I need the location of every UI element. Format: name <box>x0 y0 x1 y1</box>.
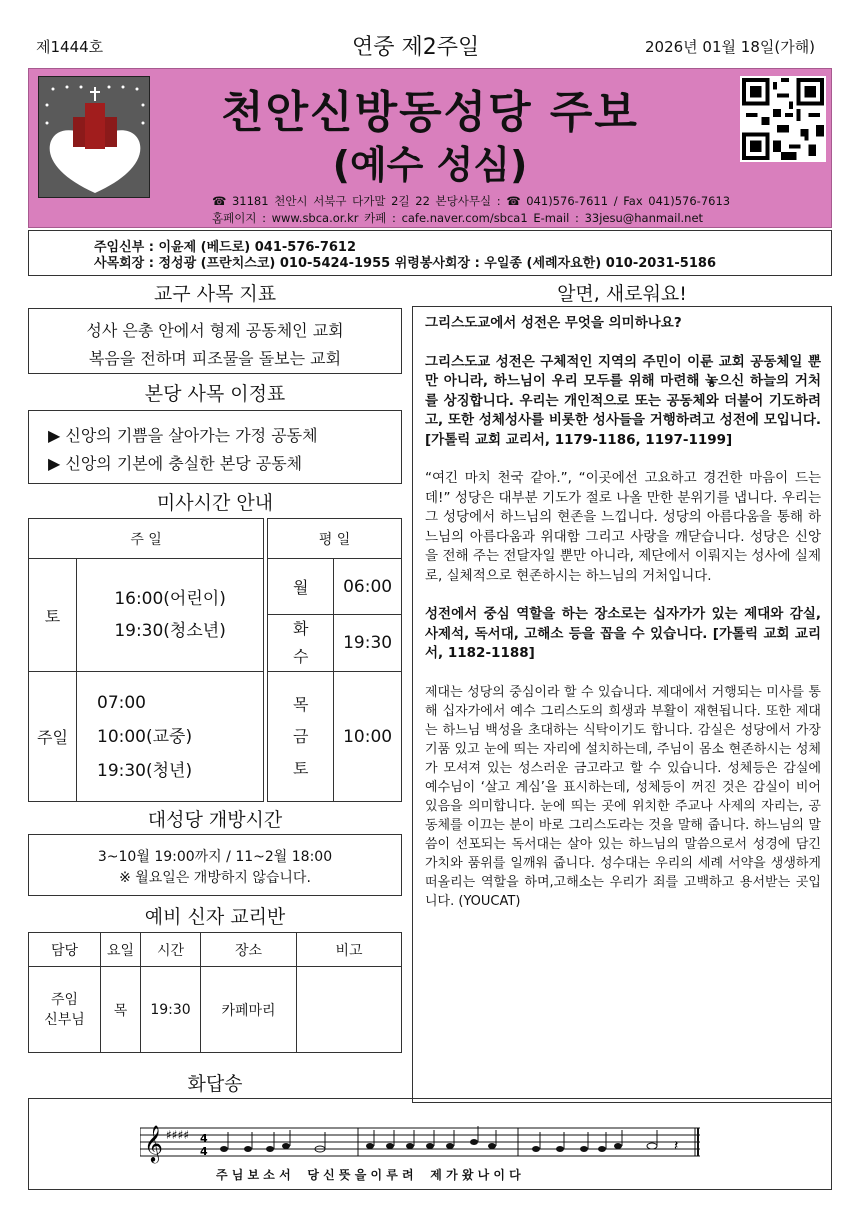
catechism-cell: 19:30 <box>141 967 201 1053</box>
svg-text:𝄞: 𝄞 <box>144 1124 163 1162</box>
catechism-table <box>28 932 402 1053</box>
sunday-times: 07:00 10:00(교중) 19:30(청년) <box>77 672 264 802</box>
parish-goal-item: ▶ 신앙의 기쁨을 살아가는 가정 공동체 <box>48 426 318 445</box>
issue-date: 2026년 01월 18일(가해) <box>645 38 816 56</box>
parish-goal-item: ▶ 신앙의 기본에 충실한 본당 공동체 <box>48 454 303 473</box>
catechism-cell <box>297 967 402 1053</box>
weekday-header: 평 일 <box>268 519 402 559</box>
pastor-line: 주임신부 : 이윤제 (베드로) 041-576-7612 <box>94 240 357 255</box>
parish-goal-title: 본당 사목 이정표 <box>144 383 286 405</box>
catechism-header: 장소 <box>201 933 297 967</box>
qr-code-icon[interactable] <box>740 76 826 162</box>
article-title: 알면, 새로워요! <box>557 283 687 305</box>
catechism-cell: 목 <box>101 967 141 1053</box>
thu-fri-sat-label: 목 금 토 <box>268 672 334 802</box>
svg-text:♯♯♯♯: ♯♯♯♯ <box>166 1128 190 1142</box>
catechism-header: 비고 <box>297 933 402 967</box>
tue-wed-label: 화 수 <box>268 615 334 672</box>
hymn-title: 화답송 <box>187 1073 243 1095</box>
mass-times-title: 미사시간 안내 <box>156 492 274 514</box>
catechism-cell: 카페마리 <box>201 967 297 1053</box>
liturgical-week: 연중 제2주일 <box>352 35 480 60</box>
catechism-cell: 주임 신부님 <box>29 967 101 1053</box>
saturday-label: 토 <box>29 559 77 672</box>
music-staff <box>140 1122 700 1164</box>
catechism-header: 담당 <box>29 933 101 967</box>
open-hours-line: 3~10월 19:00까지 / 11~2월 18:00 <box>97 849 333 865</box>
svg-text:𝄽: 𝄽 <box>674 1138 679 1154</box>
article-paragraph: 성전에서 중심 역할을 하는 장소로는 십자가가 있는 제대와 감실, 사제석, 독서대, 고해소 등을 꼽을 수 있습니다. [가톨릭 교회 교리서, 1182-1188] <box>425 606 821 661</box>
bulletin-subtitle: (예수 성심) <box>332 143 528 187</box>
mass-times-table <box>28 518 402 802</box>
sunday-label: 주일 <box>29 672 77 802</box>
monday-time: 06:00 <box>334 559 402 615</box>
address-line: ☎ 31181 천안시 서북구 다가말 2길 22 본당사무실 : ☎ 041)576-7611 / Fax 041)576-7613 <box>212 194 731 208</box>
thu-fri-sat-time: 10:00 <box>334 672 402 802</box>
article-paragraph: 제대는 성당의 중심이라 할 수 있습니다. 제대에서 거행되는 미사를 통해 십자가에서 예수 그리스도의 희생과 부활이 재현됩니다. 또한 제대는 하느님 백성을 초대하는 식탁이기도 합니다. 감실은 성당에서 가장 기품 있고 눈에 띄는 자리에 설치하는데, 주님이 몸소 현존하시는 성체가 모셔져 있는 성스러운 금고라고 할 수 있습니다. 성체등은 감실에 예수님이 ‘살고 계심’을 표시하는데, 성체등이 꺼진 것은 감실이 비어 있음을 의미합니다. 눈에 띄는 곳에 위치한 주교나 사제의 자리는, 공동체를 이끄는 분이 바로 그리스도라는 것을 말해 줍니다. 하느님의 말씀이 선포되는 독서대는 살아 있는 하느님의 말씀으로서 성경에 담긴 가치와 품위를 일깨워 줍니다. 성수대는 우리의 세례 서약을 생생하게 떠올리는 역할을 하며,고해소는 우리가 죄를 고백하고 용서받는 곳입니다. (YOUCAT) <box>425 684 821 909</box>
bulletin-title: 천안신방동성당 주보 <box>221 87 639 138</box>
catechism-header: 시간 <box>141 933 201 967</box>
svg-text:4: 4 <box>200 1132 208 1145</box>
council-line: 사목회장 : 정성광 (프란치스코) 010-5424-1955 위령봉사회장 : 우일종 (세례자요한) 010-2031-5186 <box>94 256 716 271</box>
pastoral-goal-title: 교구 사목 지표 <box>153 283 277 305</box>
sunday-header: 주 일 <box>29 519 264 559</box>
web-contact-line: 홈페이지 : www.sbca.or.kr 카페 : cafe.naver.com/sbca1 E-mail : 33jesu@hanmail.net <box>212 211 704 225</box>
open-hours-title: 대성당 개방시간 <box>147 809 283 831</box>
article-question: 그리스도교에서 성전은 무엇을 의미하나요? <box>425 315 682 331</box>
article-paragraph: “여긴 마치 천국 같아.”, “이곳에선 고요하고 경건한 마음이 드는데!” 성당은 대부분 기도가 절로 나올 만한 분위기를 냅니다. 우리는 그 성당에서 하느님의 현존을 느낍니다. 성당의 아름다움을 통해 하느님의 아름다움과 위대함 그리고 사랑을 깨닫습니다. 성당은 신앙을 전해 주는 전달자일 뿐만 아니라, 제단에서 이뤄지는 성사에 실제로, 실체적으로 현존하시는 하느님의 거처입니다. <box>425 470 821 584</box>
hymn-lyrics: 주 님 보 소 서 당 신 뜻 을 이 루 려 제 가 왔 나 이 다 <box>216 1168 521 1182</box>
issue-number: 제1444호 <box>36 38 104 56</box>
svg-text:4: 4 <box>200 1145 208 1158</box>
monday-label: 월 <box>268 559 334 615</box>
catechism-header: 요일 <box>101 933 141 967</box>
pastoral-goal-line: 복음을 전하며 피조물을 돌보는 교회 <box>88 349 342 368</box>
tue-wed-time: 19:30 <box>334 615 402 672</box>
catechism-title: 예비 신자 교리반 <box>144 906 286 928</box>
article-paragraph: 그리스도교 성전은 구체적인 지역의 주민이 이룬 교회 공동체일 뿐만 아니라, 하느님이 우리 모두를 위해 마련해 놓으신 하늘의 거처를 상징합니다. 우리는 개인적으로 또는 공동체와 더불어 기도하려고, 또한 성체성사를 비롯한 성사들을 거행하려고 성전에 모입니다. [가톨릭 교회 교리서, 1179-1186, 1197-1199] <box>425 353 821 448</box>
article-body <box>425 314 821 930</box>
saturday-times: 16:00(어린이) 19:30(청소년) <box>77 559 264 672</box>
open-hours-note: ※ 월요일은 개방하지 않습니다. <box>119 870 311 886</box>
pastoral-goal-line: 성사 은총 안에서 형제 공동체인 교회 <box>86 321 344 340</box>
